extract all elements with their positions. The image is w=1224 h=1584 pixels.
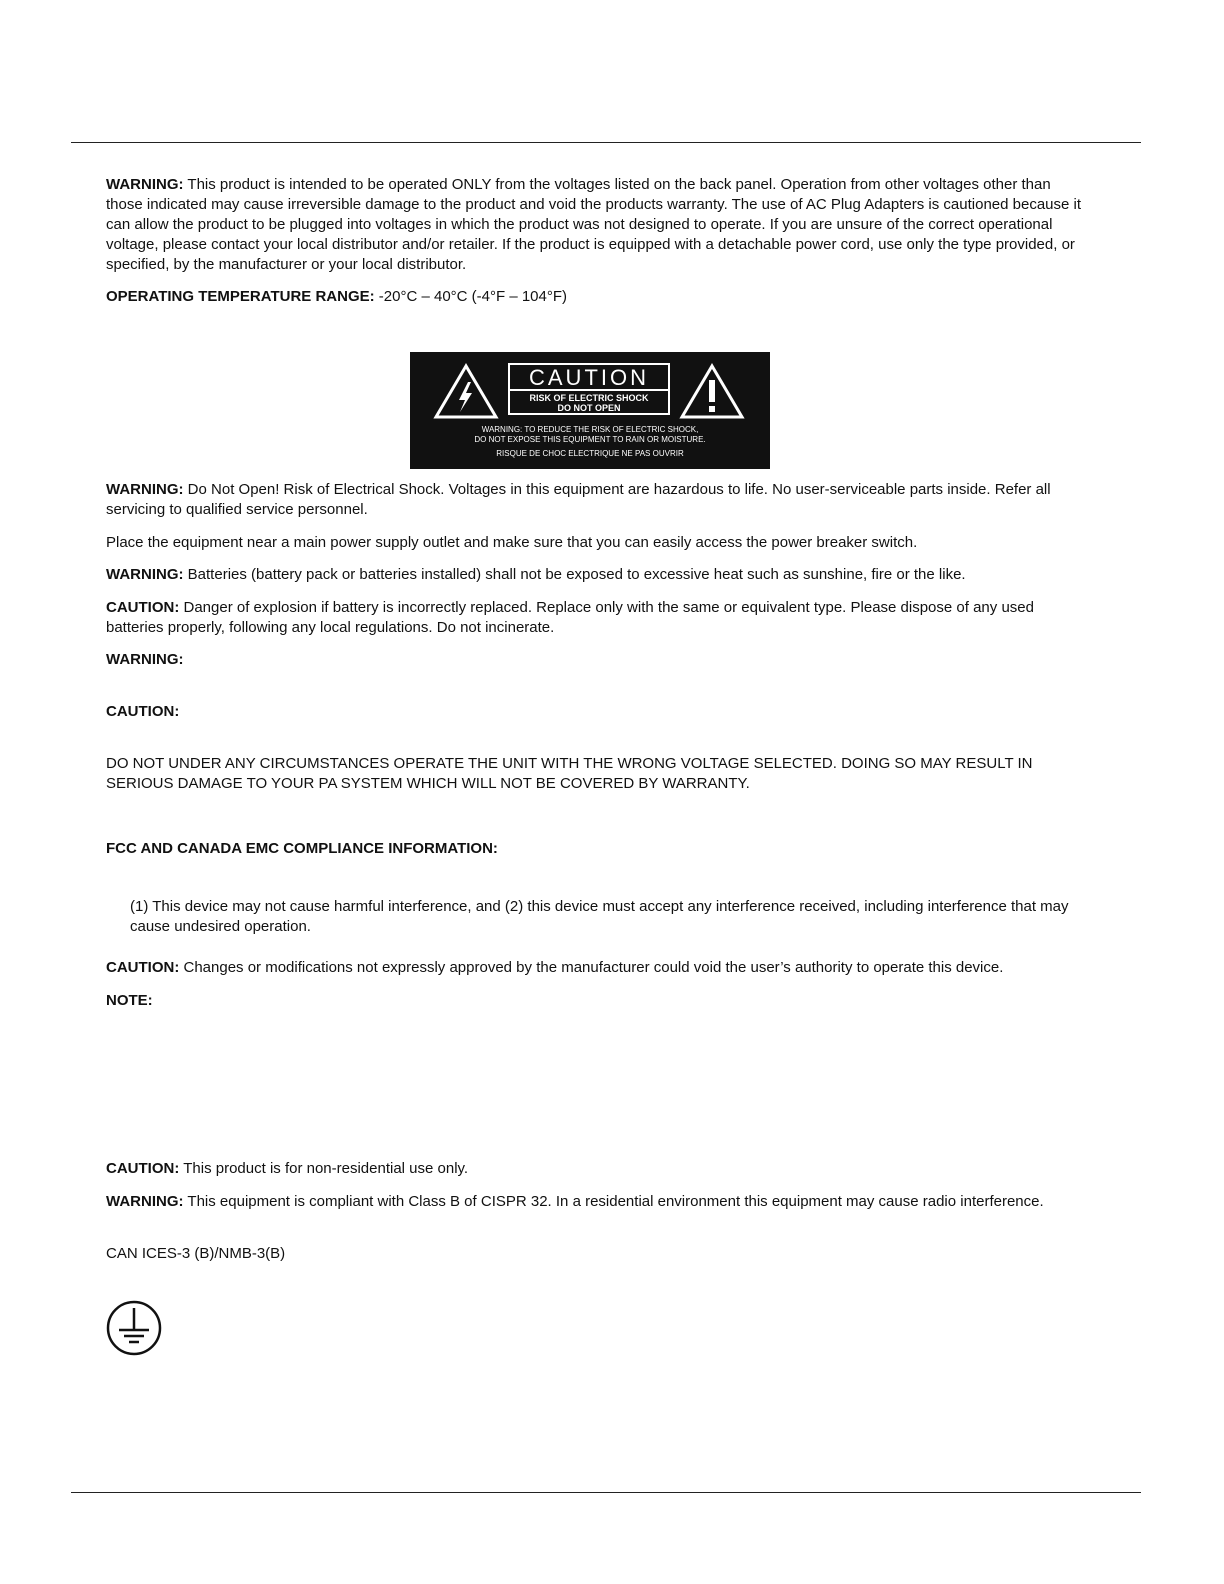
explosion-caution-paragraph (106, 598, 1086, 638)
voltage-warning-paragraph (106, 175, 1086, 275)
residential-caution-paragraph (106, 1159, 1086, 1179)
caution-heading (106, 702, 1086, 722)
cispr-warning-label: WARNING: (106, 1193, 184, 1210)
warn-line-2: DO NOT EXPOSE THIS EQUIPMENT TO RAIN OR MOISTURE. (474, 435, 706, 444)
risk-line-2: DO NOT OPEN (557, 403, 621, 413)
temperature-label: OPERATING TEMPERATURE RANGE: (106, 288, 375, 305)
protective-earth-ground-icon (106, 1300, 162, 1356)
shock-warning-text: Do Not Open! Risk of Electrical Shock. Voltages in this equipment are hazardous to life. No user-serviceable parts inside. Refer all servicing to qualified service personnel. (106, 481, 1051, 518)
top-rule (71, 142, 1141, 143)
cispr-warning-text: This equipment is compliant with Class B of CISPR 32. In a residential environment this equipment may cause radio interference. (187, 1193, 1044, 1210)
modification-caution-label: CAUTION: (106, 959, 180, 976)
warning-only-label: WARNING: (106, 651, 184, 668)
explosion-caution-text: Danger of explosion if battery is incorrectly replaced. Replace only with the same or equivalent type. Please dispose of any used batteries properly, following any local regulations. Do not incinerate. (106, 599, 1034, 636)
fcc-conditions-paragraph (130, 897, 1090, 937)
lightning-warning-icon (436, 366, 496, 417)
warning-text: This product is intended to be operated ONLY from the voltages listed on the back panel. Operation from other voltages other than those indicated may cause irreversible damage to the product and void the products warranty. The use of AC Plug Adapters is cautioned because it can allow the product to be plugged into voltages in which the product was not designed to operate. If you are unsure of the correct operational voltage, please contact your local distributor and/or retailer. If the product is equipped with a detachable power cord, use only the type provided, or specified, by the manufacturer or your local distributor. (106, 176, 1082, 273)
residential-caution-label: CAUTION: (106, 1160, 180, 1177)
exclamation-warning-icon (682, 366, 742, 417)
caution-title: CAUTION (529, 365, 649, 390)
battery-warning-text: Batteries (battery pack or batteries installed) shall not be exposed to excessive heat such as sunshine, fire or the like. (187, 566, 966, 583)
shock-warning-paragraph (106, 480, 1086, 520)
voltage-selection-text: DO NOT UNDER ANY CIRCUMSTANCES OPERATE THE UNIT WITH THE WRONG VOLTAGE SELECTED. DOING SO MAY RESULT IN SERIOUS DAMAGE TO YOUR PA SYSTEM WHICH WILL NOT BE COVERED BY WARRANTY. (106, 755, 1033, 792)
caution-shock-label (410, 352, 770, 469)
warn-line-1: WARNING: TO REDUCE THE RISK OF ELECTRIC SHOCK, (481, 425, 699, 434)
ices-paragraph (106, 1244, 1086, 1264)
temperature-text: -20°C – 40°C (-4°F – 104°F) (378, 288, 568, 305)
note-label: NOTE: (106, 992, 153, 1009)
voltage-selection-paragraph (106, 754, 1086, 794)
cispr-warning-paragraph (106, 1192, 1086, 1212)
warning-heading (106, 650, 1086, 670)
fcc-heading-text: FCC AND CANADA EMC COMPLIANCE INFORMATION: (106, 840, 498, 857)
temperature-paragraph (106, 287, 1086, 307)
explosion-caution-label: CAUTION: (106, 599, 180, 616)
modification-caution-paragraph (106, 958, 1086, 978)
warning-label: WARNING: (106, 176, 184, 193)
bottom-rule (71, 1492, 1141, 1493)
battery-warning-label: WARNING: (106, 566, 184, 583)
residential-caution-text: This product is for non-residential use only. (183, 1160, 469, 1177)
modification-caution-text: Changes or modifications not expressly approved by the manufacturer could void the user’s authority to operate this device. (183, 959, 1004, 976)
fcc-conditions-text: (1) This device may not cause harmful interference, and (2) this device must accept any interference received, including interference that may cause undesired operation. (130, 898, 1069, 935)
french-line: RISQUE DE CHOC ELECTRIQUE NE PAS OUVRIR (496, 449, 684, 458)
placement-paragraph (106, 533, 1086, 553)
ices-text: CAN ICES-3 (B)/NMB-3(B) (106, 1245, 286, 1262)
risk-line-1: RISK OF ELECTRIC SHOCK (529, 393, 649, 403)
caution-only-label: CAUTION: (106, 703, 180, 720)
shock-warning-label: WARNING: (106, 481, 184, 498)
note-heading (106, 991, 1086, 1011)
placement-text: Place the equipment near a main power supply outlet and make sure that you can easily access the power breaker switch. (106, 534, 918, 551)
battery-warning-paragraph (106, 565, 1086, 585)
fcc-heading (106, 839, 1086, 859)
